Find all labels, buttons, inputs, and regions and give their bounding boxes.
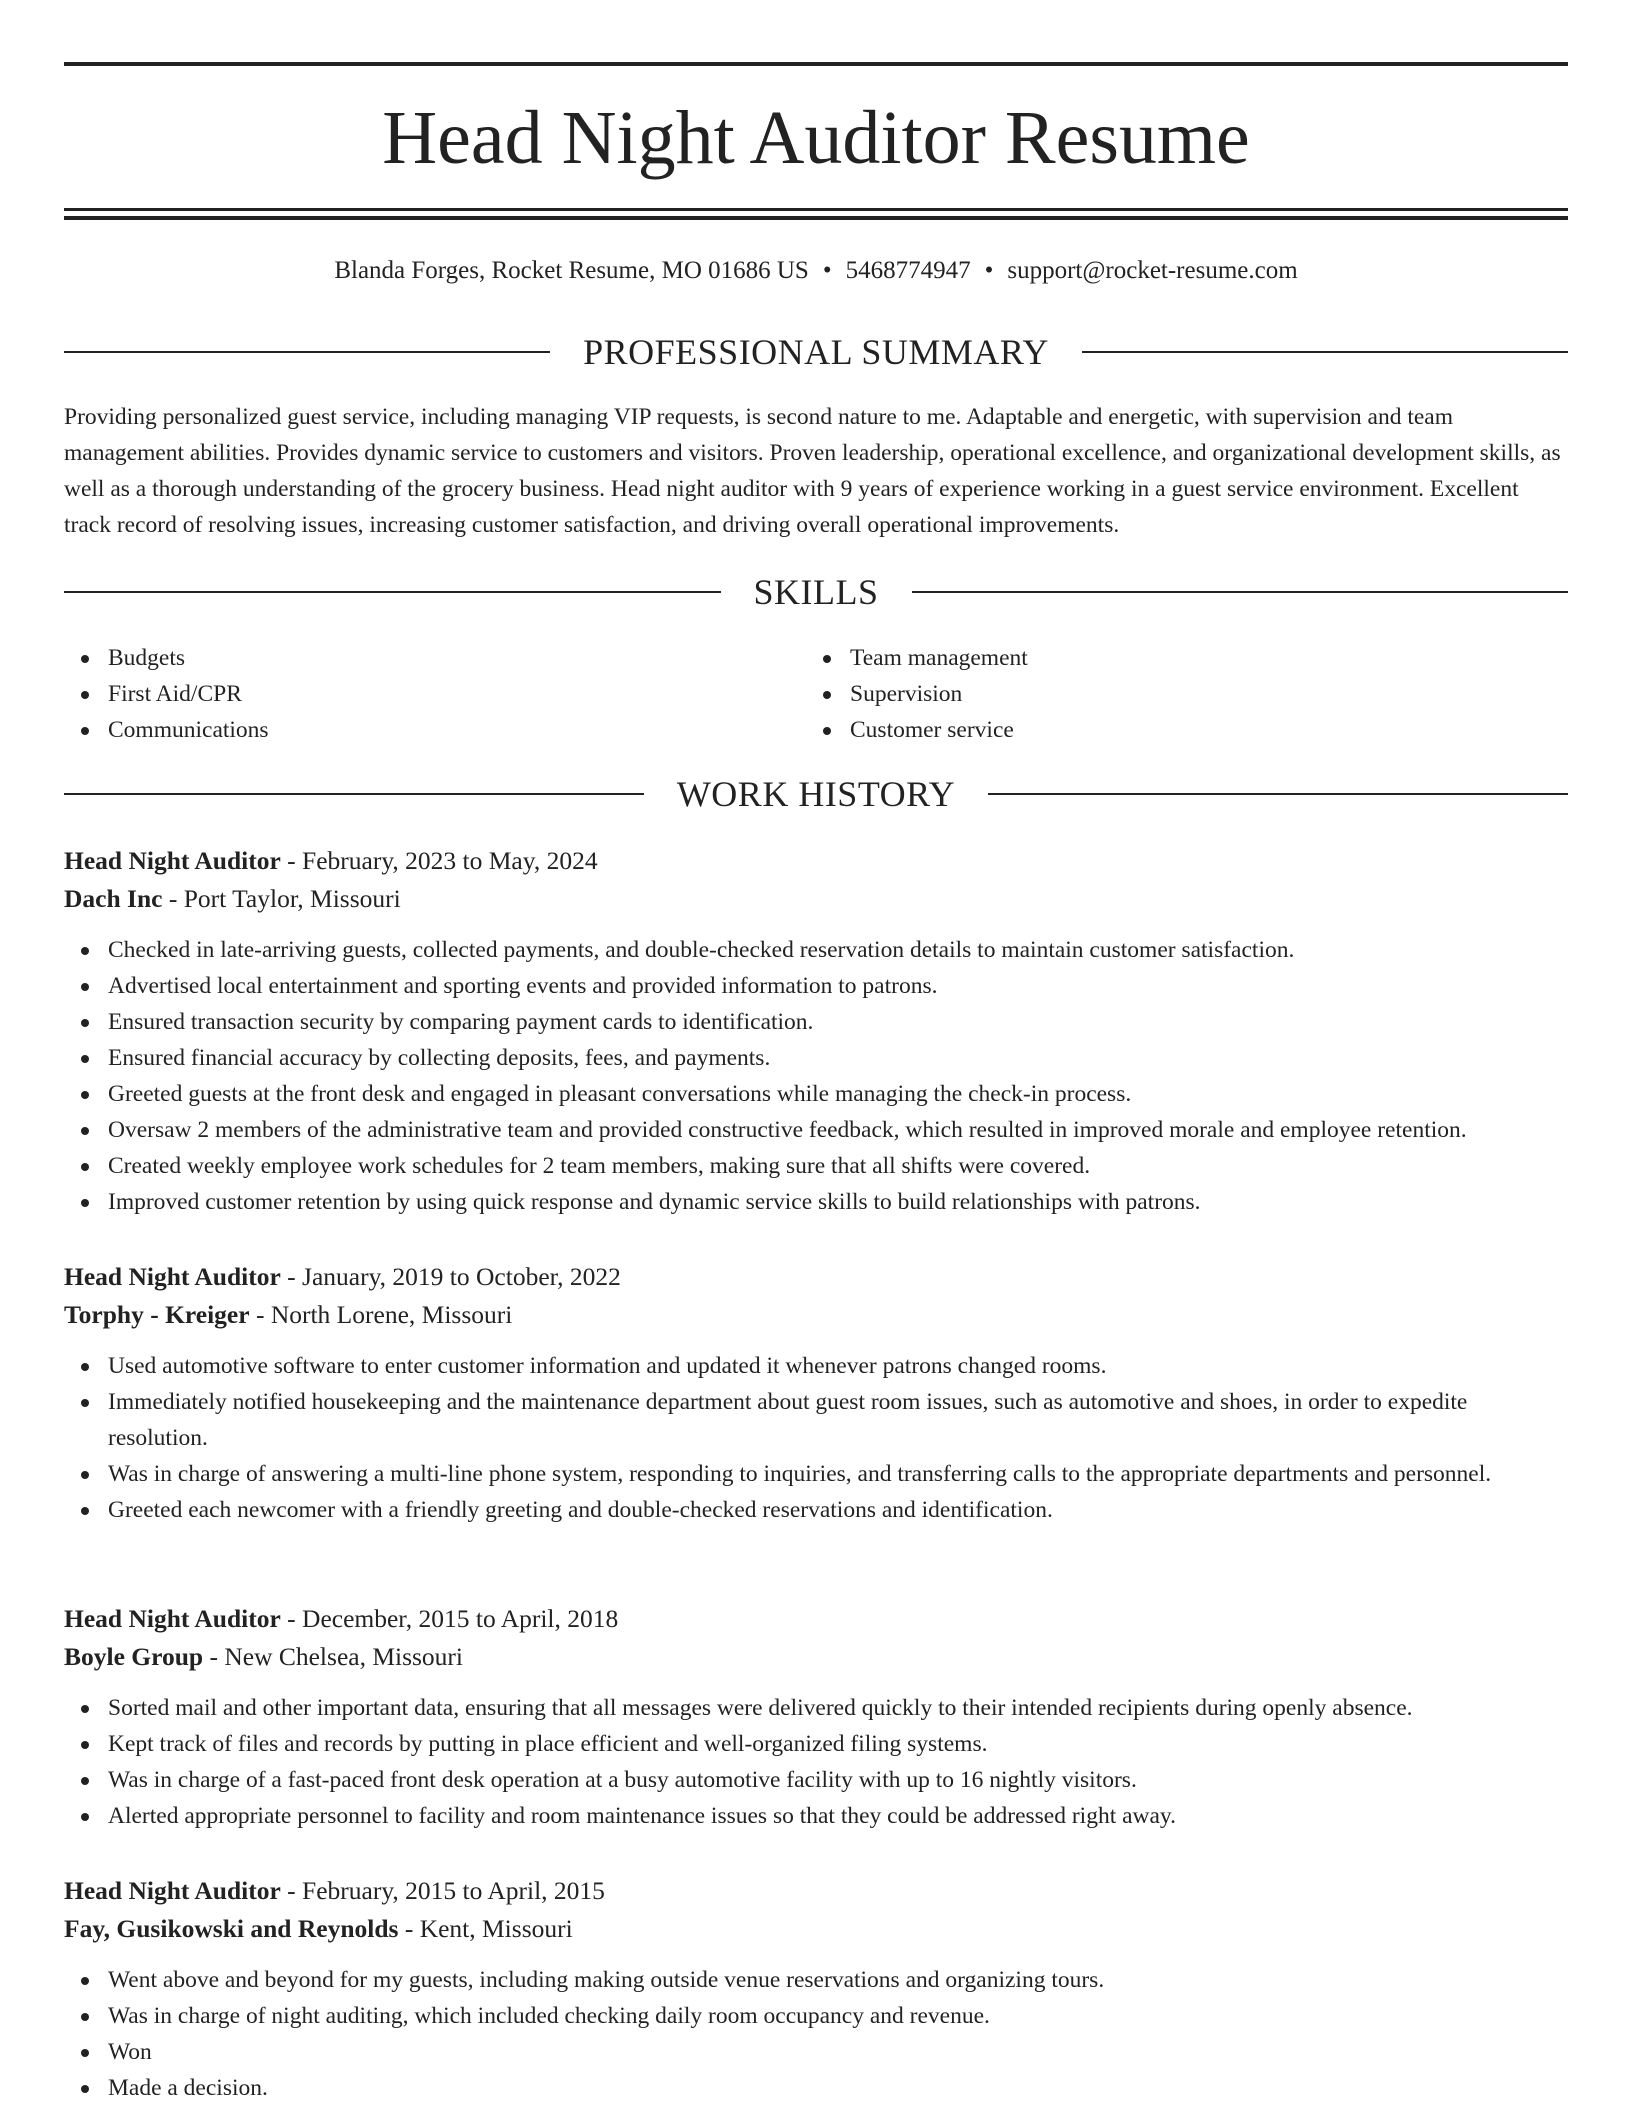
heading-rule-left [64,591,721,593]
job-company: Torphy - Kreiger [64,1300,250,1329]
job-duty: Checked in late-arriving guests, collected payments, and double-checked reservation details to maintain customer satisfaction. [64,932,1568,968]
heading-rule-right [988,793,1568,795]
contact-phone: 5468774947 [845,257,971,284]
skills-list [64,640,1568,748]
job-duty: Greeted guests at the front desk and engaged in pleasant conversations while managing the check-in process. [64,1076,1568,1112]
job-duty: Was in charge of answering a multi-line phone system, responding to inquiries, and transferring calls to the appropriate departments and personnel. [64,1456,1568,1492]
job-dates: - February, 2023 to May, 2024 [280,846,598,875]
job-title: Head Night Auditor [64,1604,281,1633]
job-duty: Used automotive software to enter customer information and updated it whenever patrons changed rooms. [64,1348,1568,1384]
job-title: Head Night Auditor [64,1262,281,1291]
summary-heading-label: PROFESSIONAL SUMMARY [583,332,1049,372]
job-duties [64,1962,1568,2106]
heading-rule-left [64,351,550,353]
skills-column-left [64,640,806,748]
job-location: - New Chelsea, Missouri [203,1642,464,1671]
job-duty: Immediately notified housekeeping and the maintenance department about guest room issues, such as automotive and shoes, in order to expedite resolution. [64,1384,1568,1456]
header-double-rule-lower [64,216,1568,220]
job-title: Head Night Auditor [64,1876,281,1905]
job-duty: Alerted appropriate personnel to facility and room maintenance issues so that they could be addressed right away. [64,1798,1568,1834]
work-heading-label: WORK HISTORY [676,774,956,814]
job-duty: Oversaw 2 members of the administrative team and provided constructive feedback, which resulted in improved morale and employee retention. [64,1112,1568,1148]
job-dates: - February, 2015 to April, 2015 [280,1876,605,1905]
job-duty: Ensured transaction security by comparing payment cards to identification. [64,1004,1568,1040]
header-top-rule [64,62,1568,66]
job-company-line [64,880,1568,918]
job-duty: Made a decision. [64,2070,1568,2106]
job-duty: Went above and beyond for my guests, including making outside venue reservations and organizing tours. [64,1962,1568,1998]
job-location: - Kent, Missouri [398,1914,573,1943]
job-duty: Advertised local entertainment and sporting events and provided information to patrons. [64,968,1568,1004]
job-duty: Was in charge of night auditing, which included checking daily room occupancy and revenue. [64,1998,1568,2034]
heading-rule-left [64,793,644,795]
job-title-line [64,1258,1568,1296]
job-duty: Improved customer retention by using quick response and dynamic service skills to build relationships with patrons. [64,1184,1568,1220]
header-double-rule-upper [64,208,1568,211]
job-dates: - December, 2015 to April, 2018 [280,1604,619,1633]
skill-item: Communications [64,712,806,748]
skill-item: Supervision [806,676,1548,712]
job-entry [64,842,1568,1220]
skills-column-right [806,640,1548,748]
job-dates: - January, 2019 to October, 2022 [280,1262,621,1291]
job-title-line [64,1600,1568,1638]
contact-email: support@rocket-resume.com [1007,257,1298,284]
job-duty: Created weekly employee work schedules for 2 team members, making sure that all shifts were covered. [64,1148,1568,1184]
summary-section-heading [64,332,1568,372]
job-company: Boyle Group [64,1642,204,1671]
job-company: Dach Inc [64,884,163,913]
heading-rule-right [1082,351,1568,353]
contact-line [64,254,1568,288]
job-duty: Kept track of files and records by putting in place efficient and well-organized filing systems. [64,1726,1568,1762]
skill-item: Customer service [806,712,1548,748]
heading-rule-right [912,591,1569,593]
job-entry [64,1872,1568,2106]
job-duty: Won [64,2034,1568,2070]
job-duty: Ensured financial accuracy by collecting deposits, fees, and payments. [64,1040,1568,1076]
skill-item: Team management [806,640,1548,676]
job-title: Head Night Auditor [64,846,281,875]
job-company-line [64,1296,1568,1334]
contact-separator: • [822,257,832,284]
contact-address: Blanda Forges, Rocket Resume, MO 01686 US [334,257,809,284]
job-duty: Sorted mail and other important data, ensuring that all messages were delivered quickly to their intended recipients during openly absence. [64,1690,1568,1726]
job-entry [64,1258,1568,1528]
resume-title: Head Night Auditor Resume [382,96,1250,180]
job-title-line [64,842,1568,880]
job-company: Fay, Gusikowski and Reynolds [64,1914,399,1943]
job-location: - Port Taylor, Missouri [162,884,401,913]
job-duty: Was in charge of a fast-paced front desk operation at a busy automotive facility with up to 16 nightly visitors. [64,1762,1568,1798]
job-entry [64,1600,1568,1834]
job-title-line [64,1872,1568,1910]
skills-section-heading [64,572,1568,612]
skill-item: Budgets [64,640,806,676]
summary-text: Providing personalized guest service, including managing VIP requests, is second nature to me. Adaptable and energetic, with supervision and team management abilities. Provides dynamic service to customers and visitors. Proven leadership, operational excellence, and organizational development skills, as well as a thorough understanding of the grocery business. Head night auditor with 9 years of experience working in a guest service environment. Excellent track record of resolving issues, increasing customer satisfaction, and driving overall operational improvements. [64,404,1561,538]
job-company-line [64,1910,1568,1948]
skills-heading-label: SKILLS [753,572,879,612]
job-duties [64,1348,1568,1528]
job-duties [64,1690,1568,1834]
job-duties [64,932,1568,1220]
contact-separator: • [984,257,994,284]
job-location: - North Lorene, Missouri [249,1300,513,1329]
skill-item: First Aid/CPR [64,676,806,712]
job-duty: Greeted each newcomer with a friendly greeting and double-checked reservations and identification. [64,1492,1568,1528]
job-company-line [64,1638,1568,1676]
work-section-heading [64,774,1568,814]
